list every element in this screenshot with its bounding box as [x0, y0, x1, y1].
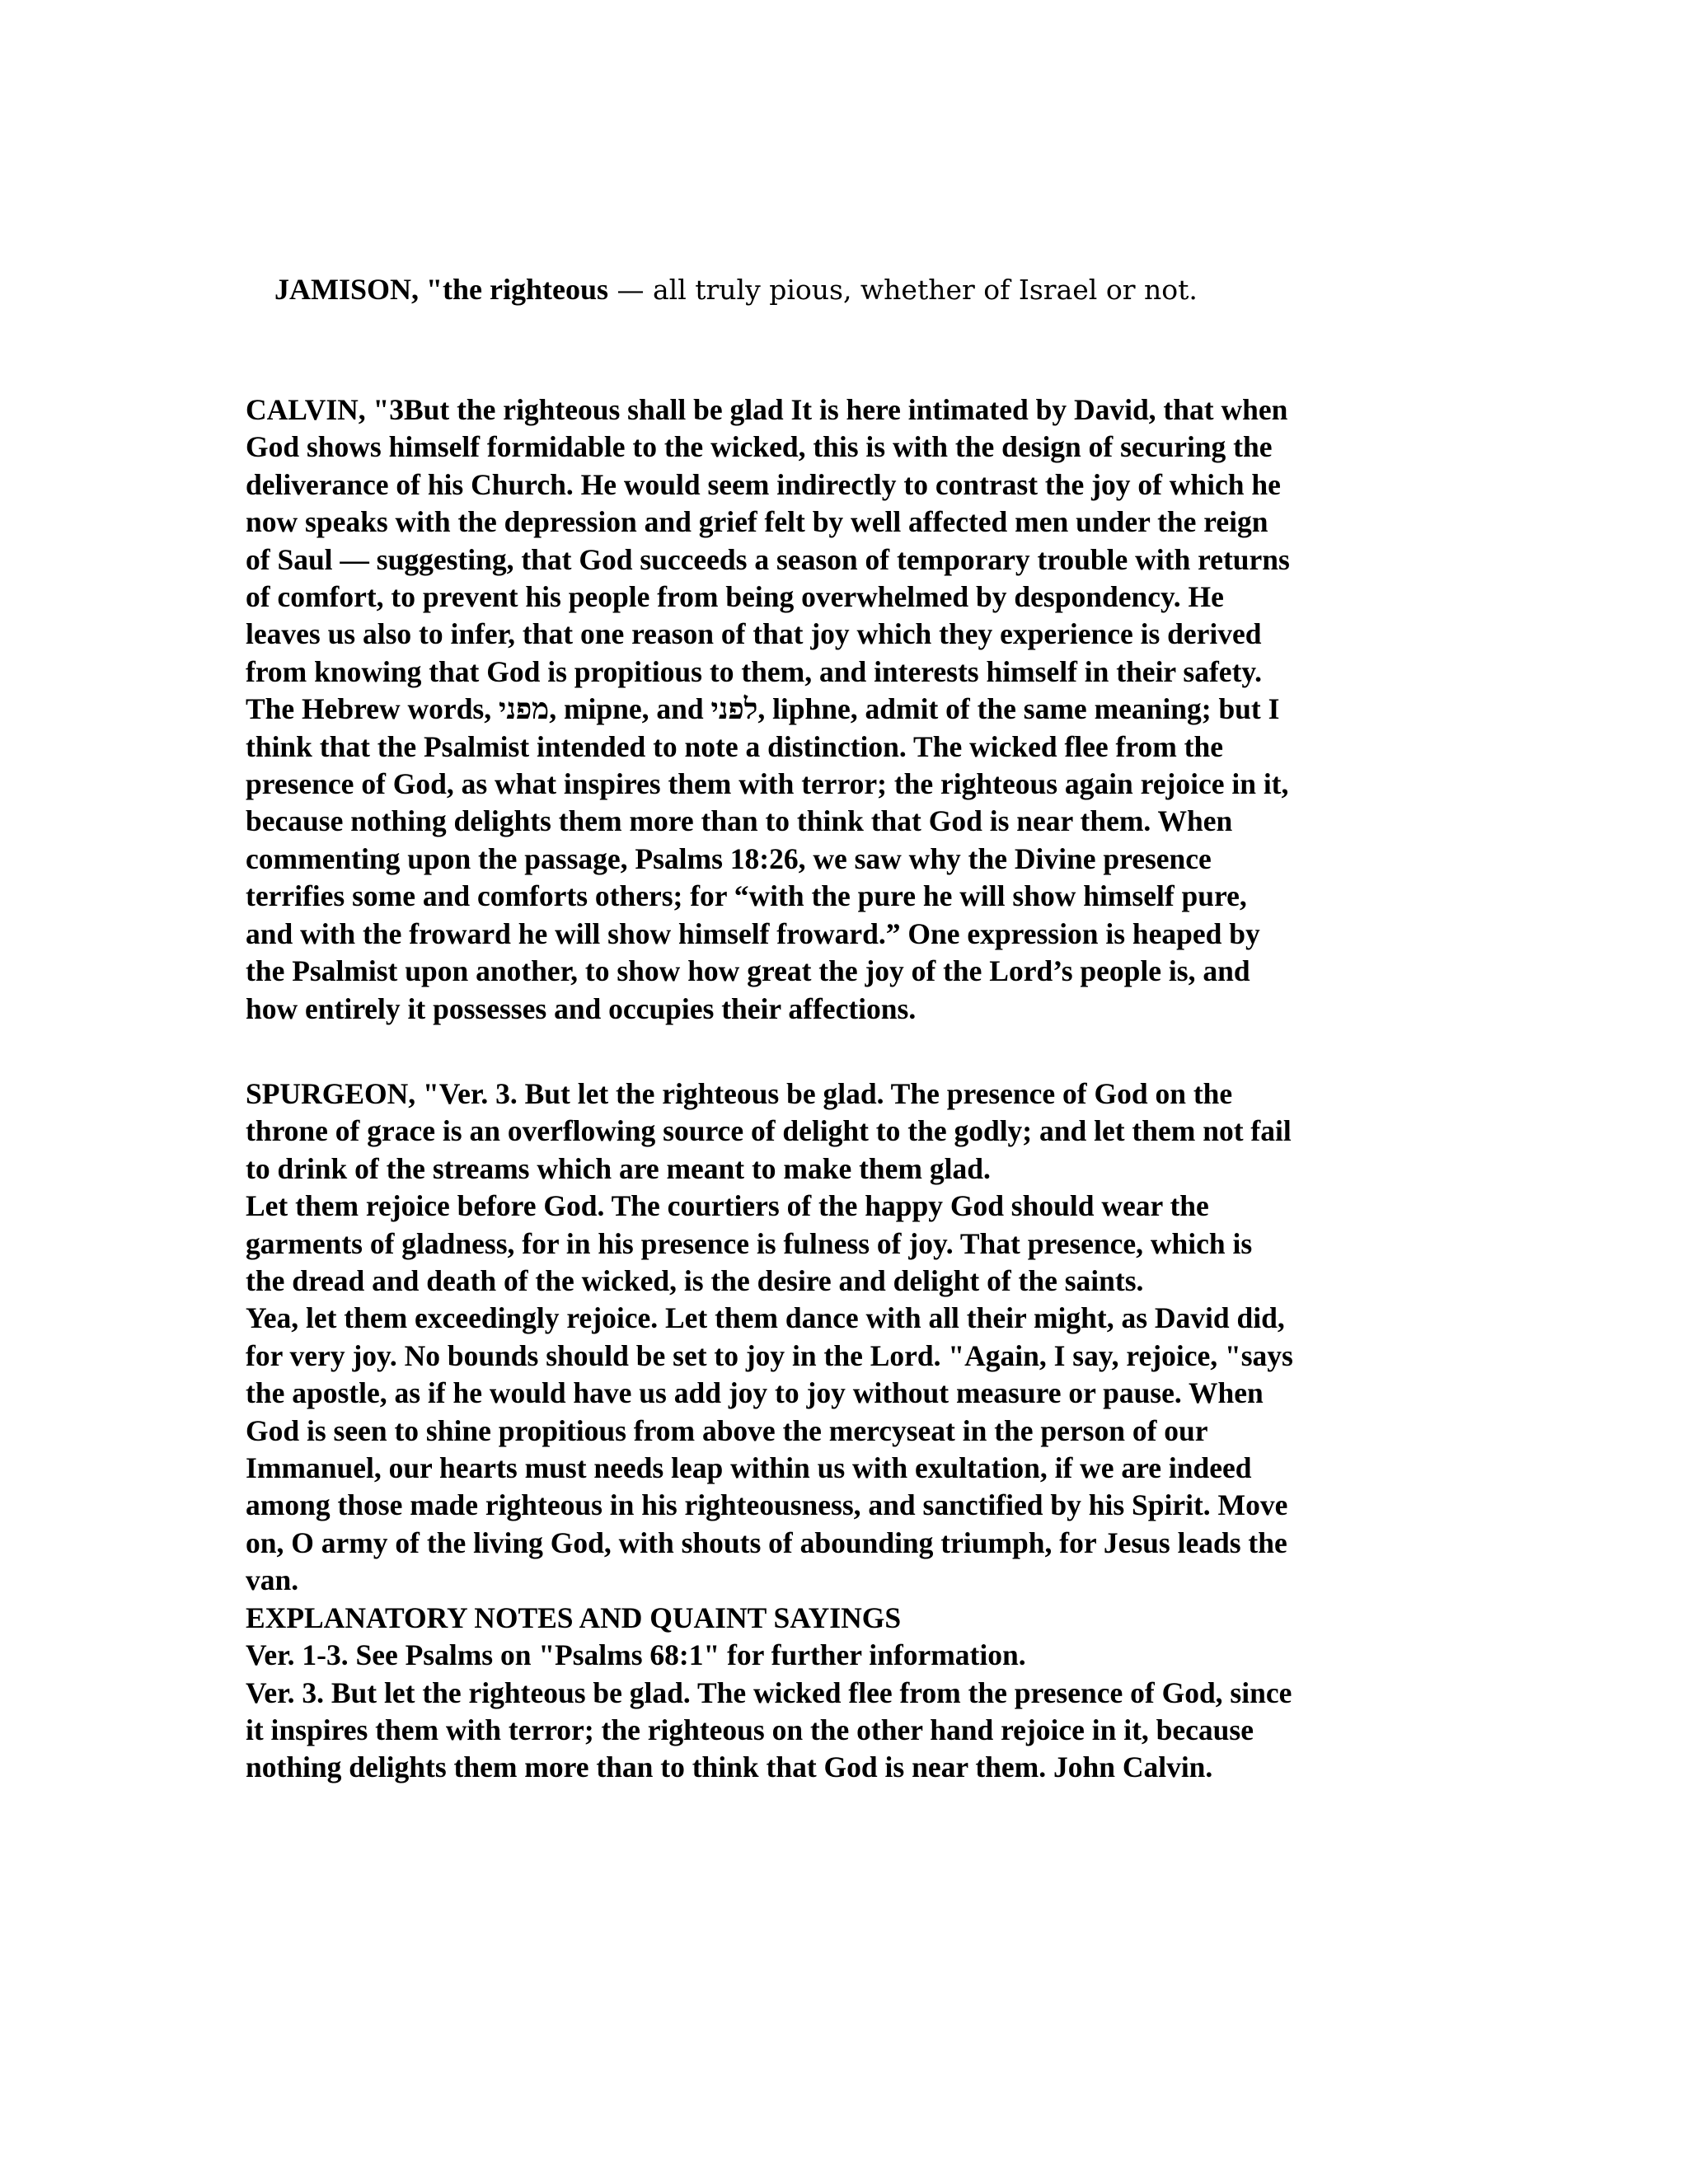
- text-line: garments of gladness, for in his presence is fulness of joy. That presence, which is: [246, 1226, 1253, 1260]
- jamison-text: — all truly pious, whether of Israel or not.: [607, 274, 1198, 306]
- text-line: throne of grace is an overflowing source of delight to the godly; and let them not fail: [246, 1114, 1292, 1148]
- text-line: to drink of the streams which are meant to make them glad.: [246, 1151, 991, 1185]
- text-line: from knowing that God is propitious to them, and interests himself in their safety.: [246, 654, 1263, 688]
- text-line: it inspires them with terror; the righteous on the other hand rejoice in it, because: [246, 1713, 1254, 1746]
- text-line: Let them rejoice before God. The courtiers of the happy God should wear the: [246, 1189, 1209, 1223]
- text-line: God shows himself formidable to the wicked, this is with the design of securing the: [246, 430, 1273, 464]
- text-line: the apostle, as if he would have us add joy to joy without measure or pause. When: [246, 1376, 1264, 1410]
- text-line: because nothing delights them more than to think that God is near them. When: [246, 804, 1233, 838]
- text-line: commenting upon the passage, Psalms 18:26, we saw why the Divine presence: [246, 841, 1212, 875]
- jamison-commentary: [274, 270, 1511, 309]
- text-line: on, O army of the living God, with shouts of abounding triumph, for Jesus leads the: [246, 1526, 1287, 1559]
- text-line: The Hebrew words, מפני, mipne, and לפני, liphne, admit of the same meaning; but I: [246, 692, 1280, 726]
- text-line: Yea, let them exceedingly rejoice. Let them dance with all their might, as David did,: [246, 1301, 1285, 1335]
- text-line: of comfort, to prevent his people from being overwhelmed by despondency. He: [246, 580, 1224, 614]
- text-line: nothing delights them more than to think that God is near them. John Calvin.: [246, 1750, 1213, 1784]
- text-line: Ver. 3. But let the righteous be glad. The wicked flee from the presence of God, since: [246, 1675, 1292, 1709]
- text-line: Immanuel, our hearts must needs leap within us with exultation, if we are indeed: [246, 1451, 1252, 1485]
- text-line: think that the Psalmist intended to note a distinction. The wicked flee from the: [246, 729, 1223, 763]
- section-heading: EXPLANATORY NOTES AND QUAINT SAYINGS: [246, 1601, 902, 1634]
- calvin-commentary: [246, 391, 1465, 1028]
- text-line: how entirely it possesses and occupies their affections.: [246, 991, 917, 1025]
- text-line: CALVIN, "3But the righteous shall be glad It is here intimated by David, that when: [246, 393, 1288, 426]
- text-line: Ver. 1-3. See Psalms on "Psalms 68:1" for further information.: [246, 1638, 1026, 1672]
- text-line: deliverance of his Church. He would seem indirectly to contrast the joy of which he: [246, 467, 1281, 501]
- text-line: terrifies some and comforts others; for “with the pure he will show himself pure,: [246, 879, 1247, 913]
- text-line: the Psalmist upon another, to show how great the joy of the Lord’s people is, and: [246, 954, 1250, 988]
- text-line: SPURGEON, "Ver. 3. But let the righteous be glad. The presence of God on the: [246, 1077, 1233, 1110]
- text-line: God is seen to shine propitious from above the mercyseat in the person of our: [246, 1413, 1208, 1447]
- text-line: van.: [246, 1563, 299, 1597]
- text-line: leaves us also to infer, that one reason of that joy which they experience is derived: [246, 617, 1262, 651]
- text-line: now speaks with the depression and grief felt by well affected men under the reign: [246, 505, 1268, 539]
- text-line: of Saul — suggesting, that God succeeds a season of temporary trouble with returns: [246, 542, 1290, 576]
- text-line: and with the froward he will show himself froward.” One expression is heaped by: [246, 916, 1260, 950]
- text-line: presence of God, as what inspires them with terror; the righteous again rejoice in it,: [246, 767, 1289, 801]
- text-line: for very joy. No bounds should be set to joy in the Lord. "Again, I say, rejoice, "says: [246, 1338, 1293, 1372]
- jamison-heading: JAMISON, "the righteous: [274, 273, 608, 306]
- spurgeon-commentary: [246, 1076, 1465, 1787]
- text-line: the dread and death of the wicked, is the desire and delight of the saints.: [246, 1264, 1144, 1298]
- text-line: among those made righteous in his righteousness, and sanctified by his Spirit. Move: [246, 1488, 1288, 1522]
